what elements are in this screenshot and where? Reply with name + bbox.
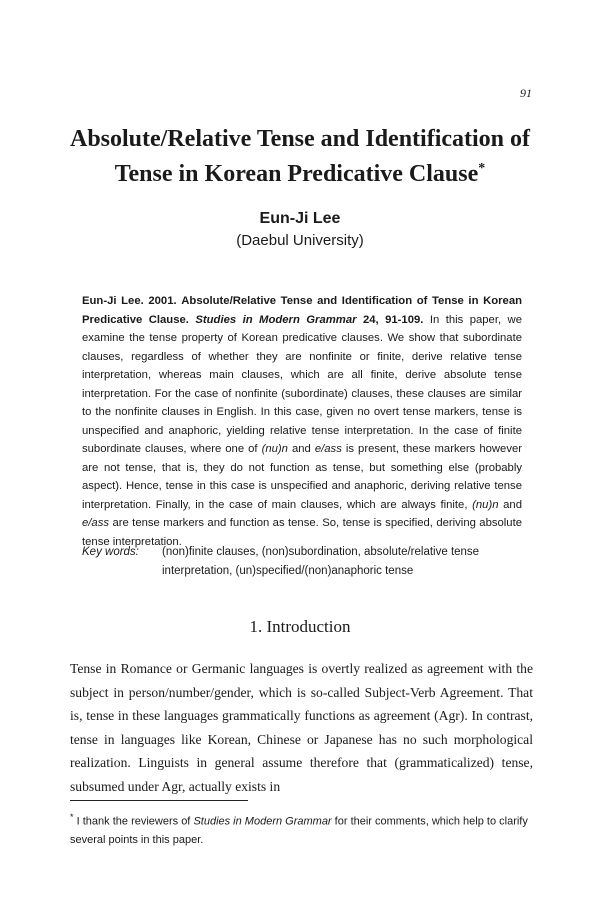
abstract-marker-nun-1: (nu)n bbox=[261, 443, 288, 455]
page-number: 91 bbox=[520, 86, 532, 100]
paper-title bbox=[30, 124, 570, 189]
author-affiliation: (Daebul University) bbox=[236, 232, 364, 249]
abstract-text-2: is present, these markers however are not tense, that is, they do not function as tense, but something else (probably aspect). Hence, tense in this case is unspecified and anaphoric, deriving relative tense interpretation. Finally, in the case of main clauses, which are always finite, bbox=[82, 443, 523, 511]
body-paragraph: Tense in Romance or Germanic languages is overtly realized as agreement with the subject in person/number/gender, which is so-called Subject-Verb Agreement. That is, tense in these languages grammatically functions as agreement (Agr). In contrast, tense in languages like Korean, Chinese or Japanese has no such morphological realization. Linguists in general assume therefore that (grammaticalized) tense, subsumed under Agr, actually exists in bbox=[70, 661, 533, 794]
abstract-marker-eass-2: e/ass bbox=[82, 517, 110, 529]
abstract-text-3: are tense markers and function as tense. So, tense is specified, deriving absolute tense interpretation. bbox=[82, 517, 523, 548]
section-heading: 1. Introduction bbox=[249, 617, 351, 636]
citation-journal: Studies in Modern Grammar bbox=[195, 313, 357, 326]
abstract-marker-eass-1: e/ass bbox=[314, 443, 342, 455]
title-line-2: Tense in Korean Predicative Clause bbox=[114, 161, 479, 187]
abstract-marker-nun-2: (nu)n bbox=[472, 498, 499, 511]
title-line-1: Absolute/Relative Tense and Identification of bbox=[69, 126, 531, 152]
author-name: Eun-Ji Lee bbox=[259, 210, 341, 227]
footnote-divider bbox=[70, 800, 248, 801]
citation-pages: 24, 91-109. bbox=[362, 313, 424, 326]
keywords-line-2: interpretation, (un)specified/(non)anaphoric tense bbox=[162, 565, 414, 577]
abstract-and-2: and bbox=[503, 498, 522, 511]
citation-author-year: Eun-Ji Lee. 2001. bbox=[82, 295, 177, 307]
abstract-text-1: In this paper, we examine the tense property of Korean predicative clauses. We show that subordinate clauses, regardless of whether they are nonfinite or finite, derive relative tense interpretation, whereas main clauses, which are all finite, derive absolute tense interpretation. For the case of nonfinite (subordinate) clauses, these clauses are similar to the nonfinite clauses in English. In this case, given no overt tense markers, tense is unspecified and anaphoric, yielding relative tense interpretation. In the case of finite subordinate clauses, where one of bbox=[82, 313, 522, 455]
footnote bbox=[70, 808, 533, 850]
keywords-label: Key words: bbox=[82, 546, 139, 558]
abstract bbox=[82, 292, 522, 551]
footnote-marker: * bbox=[70, 812, 74, 822]
footnote-journal: Studies in Modern Grammar bbox=[193, 815, 332, 828]
citation-title: Absolute/Relative Tense and Identification of Tense in Korean Predicative Clause. bbox=[82, 295, 523, 326]
title-footnote-marker: * bbox=[478, 161, 486, 176]
footnote-text-1: I thank the reviewers of bbox=[76, 815, 191, 828]
abstract-and-1: and bbox=[291, 443, 311, 455]
keywords bbox=[82, 543, 522, 581]
keywords-line-1: (non)finite clauses, (non)subordination, absolute/relative tense bbox=[162, 546, 480, 558]
footnote-text-2: for their comments, which help to clarify several points in this paper. bbox=[70, 815, 528, 847]
